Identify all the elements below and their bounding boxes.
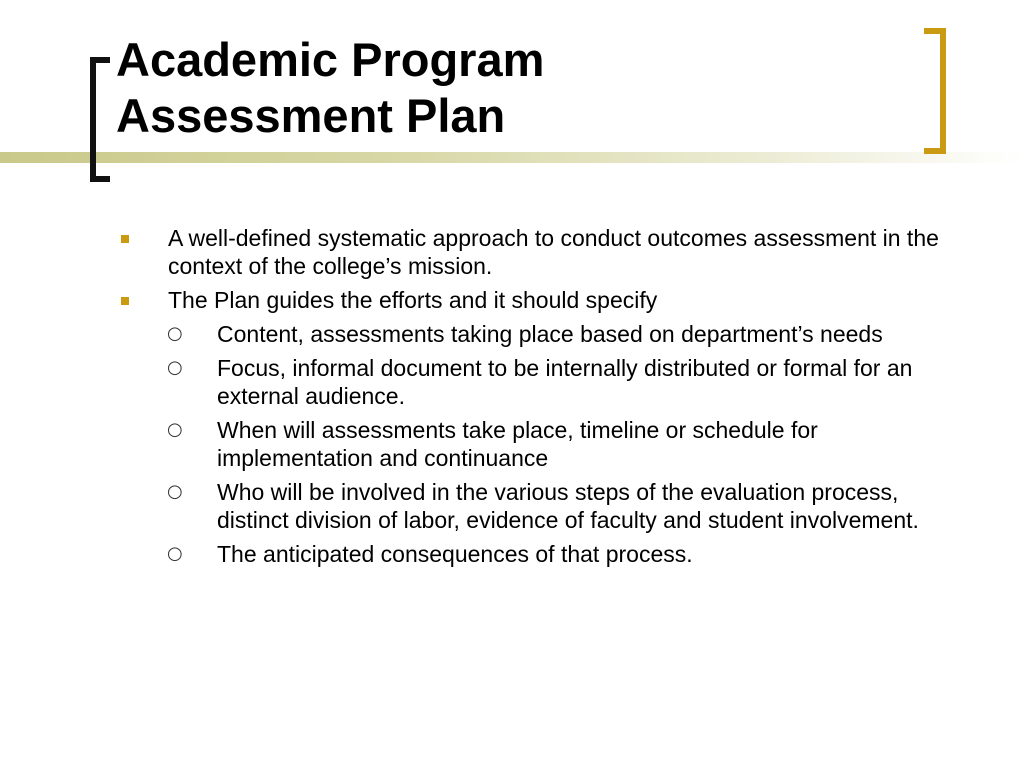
sub-bullet-item	[116, 354, 966, 410]
sub-bullet-text: When will assessments take place, timeline or schedule for implementation and continuance	[217, 417, 818, 471]
sub-bullet-text: Who will be involved in the various steps of the evaluation process, distinct division of labor, evidence of faculty and student involvement.	[217, 479, 919, 533]
slide-title-line-1: Academic Program	[116, 33, 545, 86]
circle-bullet-icon: ○	[167, 357, 183, 378]
sub-bullet-item	[116, 320, 966, 348]
bullet-item	[116, 224, 966, 280]
sub-bullet-text: Focus, informal document to be internally distributed or formal for an external audience.	[217, 355, 913, 409]
circle-bullet-icon: ○	[167, 481, 183, 502]
left-bracket-decoration	[90, 57, 110, 182]
circle-bullet-icon: ○	[167, 323, 183, 344]
bullet-text: The Plan guides the efforts and it should specify	[168, 287, 658, 313]
title-decorative-band	[0, 152, 1024, 163]
bullet-item	[116, 286, 966, 314]
sub-bullet-text: The anticipated consequences of that process.	[217, 541, 693, 567]
circle-bullet-icon: ○	[167, 419, 183, 440]
square-bullet-icon	[121, 297, 129, 305]
circle-bullet-icon: ○	[167, 543, 183, 564]
slide-title	[116, 32, 544, 144]
right-bracket-decoration	[924, 28, 946, 154]
sub-bullet-item	[116, 416, 966, 472]
bullet-text: A well-defined systematic approach to conduct outcomes assessment in the context of the college’s mission.	[168, 225, 939, 279]
square-bullet-icon	[121, 235, 129, 243]
sub-bullet-item	[116, 478, 966, 534]
sub-bullet-item	[116, 540, 966, 568]
sub-bullet-text: Content, assessments taking place based on department’s needs	[217, 321, 883, 347]
slide-body	[116, 224, 966, 574]
slide-title-line-2: Assessment Plan	[116, 89, 506, 142]
